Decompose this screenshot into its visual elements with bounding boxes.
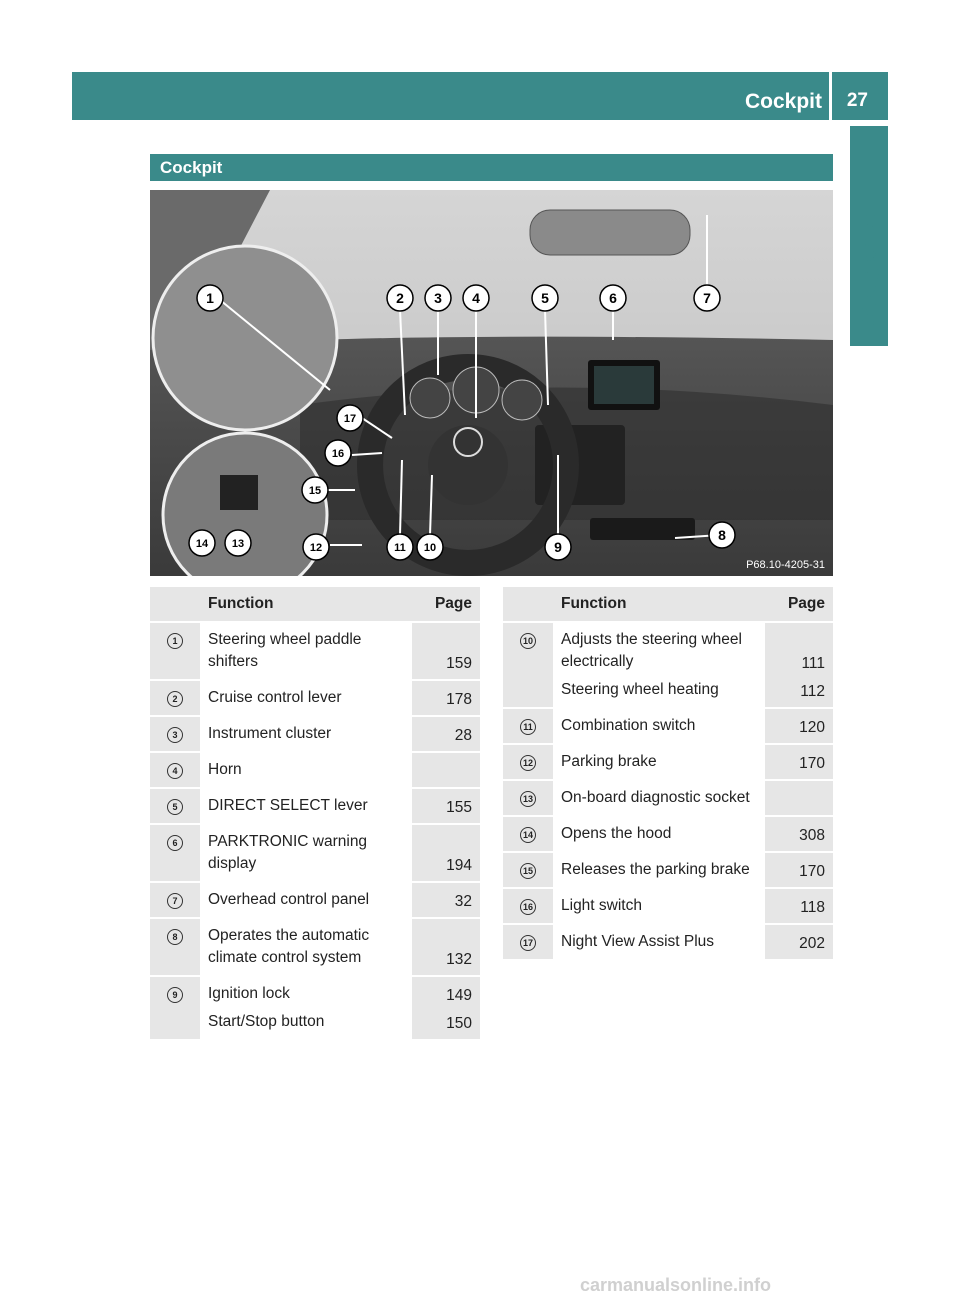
function-text: On-board diagnostic socket: [561, 789, 750, 806]
function-cell: [553, 780, 765, 816]
callout-8: 8: [718, 527, 726, 543]
page-cell: 132: [412, 918, 480, 976]
table-row: [503, 924, 833, 959]
function-text: Instrument cluster: [208, 725, 332, 742]
callout-2: 2: [396, 290, 404, 306]
table-subrow: [503, 679, 833, 708]
footer-watermark: carmanualsonline.info: [580, 1275, 772, 1295]
callout-6: 6: [609, 290, 617, 306]
item-number-cell: [150, 976, 200, 1039]
item-number-cell: [503, 780, 553, 816]
item-number: 6: [167, 835, 183, 851]
callout-10: 10: [423, 542, 437, 554]
table-row: [150, 976, 480, 1011]
table-header-page: Page: [765, 587, 833, 622]
callout-15: 15: [308, 485, 322, 497]
function-text: Releases the parking brake: [561, 861, 750, 878]
callout-1: 1: [206, 290, 214, 306]
item-number-cell: [503, 744, 553, 780]
page-cell: 28: [412, 716, 480, 752]
item-number: 8: [167, 929, 183, 945]
page-cell: 308: [765, 816, 833, 852]
table-row: [150, 752, 480, 788]
item-number-cell: [503, 708, 553, 744]
function-text: Combination switch: [561, 717, 696, 734]
item-number-cell: [150, 882, 200, 918]
header-bar: [72, 72, 888, 120]
item-number: 2: [167, 691, 183, 707]
function-text: Night View Assist Plus: [561, 933, 715, 950]
function-text: Start/Stop button: [208, 1013, 325, 1030]
function-cell: [553, 888, 765, 924]
item-number-cell: [150, 752, 200, 788]
item-number-cell: [150, 716, 200, 752]
function-cell: [553, 924, 765, 959]
function-cell: [200, 752, 412, 788]
item-number: 10: [520, 633, 536, 649]
page-number: 27: [846, 90, 868, 111]
item-number: 14: [520, 827, 536, 843]
function-text: PARKTRONIC warning: [208, 833, 368, 850]
function-cell: [200, 716, 412, 752]
item-number: 4: [167, 763, 183, 779]
table-row: [503, 780, 833, 816]
function-cell: [200, 680, 412, 716]
item-number: 15: [520, 863, 536, 879]
item-number-cell: [503, 924, 553, 959]
callout-12: 12: [309, 542, 323, 554]
right-table-body: [503, 622, 833, 959]
item-number: 3: [167, 727, 183, 743]
item-number: 16: [520, 899, 536, 915]
table-row: [503, 622, 833, 679]
table-header-page: Page: [412, 587, 480, 622]
function-cell: [553, 708, 765, 744]
left-function-table: [150, 587, 480, 1039]
table-header-blank: [150, 587, 200, 622]
function-text: Steering wheel paddle: [208, 631, 362, 648]
page-cell: 155: [412, 788, 480, 824]
item-number: 5: [167, 799, 183, 815]
callout-9: 9: [554, 539, 562, 555]
page-cell: 170: [765, 852, 833, 888]
page-cell: 112: [765, 679, 833, 708]
page-cell: 150: [412, 1011, 480, 1039]
table-row: [503, 888, 833, 924]
item-number: 11: [520, 719, 536, 735]
function-cell: [200, 824, 412, 882]
table-header-function: Function: [553, 587, 765, 622]
item-number-cell: [503, 816, 553, 852]
item-number-cell: [503, 888, 553, 924]
page-cell: 120: [765, 708, 833, 744]
table-row: [503, 708, 833, 744]
function-cell: [553, 852, 765, 888]
table-subrow: [150, 1011, 480, 1039]
function-text: Steering wheel heating: [561, 681, 719, 698]
item-number: 17: [520, 935, 536, 951]
function-text: shifters: [208, 653, 258, 670]
table-row: [150, 716, 480, 752]
item-number-cell: [150, 788, 200, 824]
table-row: [150, 680, 480, 716]
figure-label: P68.10-4205-31: [746, 559, 825, 571]
item-number-cell: [503, 852, 553, 888]
page-cell: 118: [765, 888, 833, 924]
table-row: [150, 824, 480, 882]
item-number: 13: [520, 791, 536, 807]
callout-17: 17: [343, 413, 357, 425]
item-number: 1: [167, 633, 183, 649]
callout-3: 3: [434, 290, 442, 306]
callout-4: 4: [472, 290, 480, 306]
item-number: 7: [167, 893, 183, 909]
table-row: [150, 918, 480, 976]
function-text: Light switch: [561, 897, 642, 914]
table-row: [503, 852, 833, 888]
item-number-cell: [503, 622, 553, 708]
function-text: climate control system: [208, 949, 362, 966]
table-row: [503, 816, 833, 852]
function-text: Adjusts the steering wheel: [561, 631, 742, 648]
page-cell: 32: [412, 882, 480, 918]
function-text: Ignition lock: [208, 985, 290, 1002]
callout-13: 13: [231, 538, 245, 550]
function-cell: [200, 788, 412, 824]
item-number-cell: [150, 622, 200, 680]
function-text: display: [208, 855, 257, 872]
function-text: Overhead control panel: [208, 891, 370, 908]
function-cell: [200, 882, 412, 918]
item-number: 9: [167, 987, 183, 1003]
table-row: [150, 882, 480, 918]
function-text: Operates the automatic: [208, 927, 370, 944]
callout-11: 11: [394, 542, 406, 554]
item-number-cell: [150, 680, 200, 716]
callout-14: 14: [195, 538, 209, 550]
page-cell: 170: [765, 744, 833, 780]
page-cell: 159: [412, 622, 480, 680]
function-cell: [553, 816, 765, 852]
header-title: Cockpit: [744, 90, 822, 113]
right-function-table: [503, 587, 833, 959]
page-cell: 202: [765, 924, 833, 959]
section-title: Cockpit: [160, 158, 223, 177]
page-cell: [412, 752, 480, 788]
page-cell: [765, 780, 833, 816]
function-text: electrically: [561, 653, 634, 670]
page-cell: 111: [765, 622, 833, 679]
callout-16: 16: [331, 448, 345, 460]
function-text: Opens the hood: [561, 825, 672, 842]
page-cell: 194: [412, 824, 480, 882]
function-cell: [200, 622, 412, 680]
section-bar: [150, 154, 833, 181]
cockpit-image: [150, 190, 833, 576]
function-text: Parking brake: [561, 753, 657, 770]
function-cell: [553, 744, 765, 780]
left-table-body: [150, 622, 480, 1039]
function-cell: [200, 976, 412, 1011]
item-number: 12: [520, 755, 536, 771]
page-cell: 149: [412, 976, 480, 1011]
table-row: [503, 744, 833, 780]
table-row: [150, 622, 480, 680]
table-header-blank: [503, 587, 553, 622]
table-row: [150, 788, 480, 824]
callout-5: 5: [541, 290, 549, 306]
callout-7: 7: [703, 290, 711, 306]
function-text: Horn: [208, 761, 242, 778]
function-cell: [200, 918, 412, 976]
item-number-cell: [150, 824, 200, 882]
function-text: DIRECT SELECT lever: [208, 797, 368, 814]
header-divider: [829, 72, 832, 120]
function-text: Cruise control lever: [208, 689, 342, 706]
side-tab-label: At a glance: [858, 213, 881, 327]
table-header-function: Function: [200, 587, 412, 622]
function-cell: [553, 622, 765, 679]
page-cell: 178: [412, 680, 480, 716]
item-number-cell: [150, 918, 200, 976]
